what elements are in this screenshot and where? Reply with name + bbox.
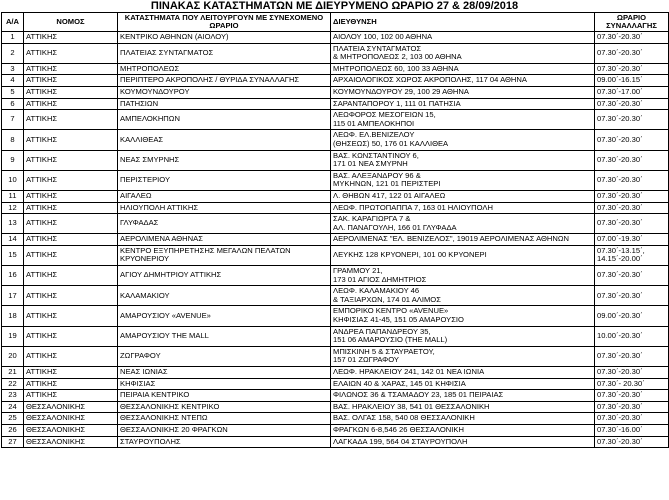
cell-aa: 1 xyxy=(2,32,24,44)
cell-aa: 21 xyxy=(2,367,24,379)
cell-aa: 12 xyxy=(2,202,24,214)
cell-aa: 16 xyxy=(2,266,24,286)
cell-nomos: ΑΤΤΙΚΗΣ xyxy=(24,190,118,202)
cell-hours: 07.30΄-20.30΄ xyxy=(595,367,669,379)
cell-hours: 07.30΄-20.30΄ xyxy=(595,130,669,150)
cell-hours: 07.30΄-20.30΄ xyxy=(595,190,669,202)
cell-address: ΓΡΑΜΜΟΥ 21, 173 01 ΑΓΙΟΣ ΔΗΜΗΤΡΙΟΣ xyxy=(331,266,595,286)
table-row xyxy=(2,401,669,413)
cell-store: ΜΗΤΡΟΠΟΛΕΩΣ xyxy=(118,63,331,75)
table-row xyxy=(2,326,669,346)
header-aa: Α/Α xyxy=(2,13,24,32)
table-row xyxy=(2,98,669,110)
cell-aa: 20 xyxy=(2,346,24,366)
table-row xyxy=(2,86,669,98)
cell-aa: 8 xyxy=(2,130,24,150)
table-row xyxy=(2,110,669,130)
cell-store: ΖΩΓΡΑΦΟΥ xyxy=(118,346,331,366)
cell-address: ΦΡΑΓΚΩΝ 6-8,546 26 ΘΕΣΣΑΛΟΝΙΚΗ xyxy=(331,424,595,436)
table-row xyxy=(2,390,669,402)
cell-address: ΦΙΛΩΝΟΣ 36 & ΤΣΑΜΑΔΟΥ 23, 185 01 ΠΕΙΡΑΙΑΣ xyxy=(331,390,595,402)
cell-aa: 11 xyxy=(2,190,24,202)
cell-address: ΑΕΡΟΛΙΜΕΝΑΣ "ΕΛ. ΒΕΝΙΖΕΛΟΣ", 19019 ΑΕΡΟΛΙΜΕΝΑΣ ΑΘΗΝΩΝ xyxy=(331,234,595,246)
cell-aa: 15 xyxy=(2,245,24,265)
cell-hours: 07.30΄-20.30΄ xyxy=(595,346,669,366)
cell-address: ΒΑΣ. ΗΡΑΚΛΕΙΟΥ 38, 541 01 ΘΕΣΣΑΛΟΝΙΚΗ xyxy=(331,401,595,413)
table-row xyxy=(2,367,669,379)
cell-address: ΠΛΑΤΕΙΑ ΣΥΝΤΑΓΜΑΤΟΣ & ΜΗΤΡΟΠΟΛΕΩΣ 2, 103 00 ΑΘΗΝΑ xyxy=(331,43,595,63)
cell-aa: 7 xyxy=(2,110,24,130)
cell-hours: 07.30΄-13.15΄, 14.15΄-20.00΄ xyxy=(595,245,669,265)
cell-nomos: ΑΤΤΙΚΗΣ xyxy=(24,306,118,326)
cell-aa: 22 xyxy=(2,378,24,390)
cell-nomos: ΘΕΣΣΑΛΟΝΙΚΗΣ xyxy=(24,401,118,413)
cell-store: ΘΕΣΣΑΛΟΝΙΚΗΣ ΚΕΝΤΡΙΚΟ xyxy=(118,401,331,413)
cell-nomos: ΑΤΤΙΚΗΣ xyxy=(24,234,118,246)
cell-address: ΕΛΑΙΩΝ 40 & ΧΑΡΑΣ, 145 01 ΚΗΦΙΣΙΑ xyxy=(331,378,595,390)
stores-table xyxy=(1,12,669,448)
cell-hours: 07.30΄-20.30΄ xyxy=(595,98,669,110)
table-body xyxy=(2,32,669,448)
table-row xyxy=(2,170,669,190)
table-row xyxy=(2,234,669,246)
cell-nomos: ΑΤΤΙΚΗΣ xyxy=(24,110,118,130)
table-row xyxy=(2,346,669,366)
cell-address: ΛΕΥΚΗΣ 128 ΚΡΥΟΝΕΡΙ, 101 00 ΚΡΥΟΝΕΡΙ xyxy=(331,245,595,265)
cell-store: ΘΕΣΣΑΛΟΝΙΚΗΣ 20 ΦΡΑΓΚΩΝ xyxy=(118,424,331,436)
cell-store: ΚΕΝΤΡΙΚΟ ΑΘΗΝΩΝ (ΑΙΟΛΟΥ) xyxy=(118,32,331,44)
cell-hours: 10.00΄-20.30΄ xyxy=(595,326,669,346)
cell-nomos: ΑΤΤΙΚΗΣ xyxy=(24,214,118,234)
cell-address: Λ. ΘΗΒΩΝ 417, 122 01 ΑΙΓΑΛΕΩ xyxy=(331,190,595,202)
cell-store: ΑΓΙΟΥ ΔΗΜΗΤΡΙΟΥ ΑΤΤΙΚΗΣ xyxy=(118,266,331,286)
cell-store: ΠΕΡΙΣΤΕΡΙΟΥ xyxy=(118,170,331,190)
cell-address: ΣΑΚ. ΚΑΡΑΓΙΩΡΓΑ 7 & ΑΛ. ΠΑΝΑΓΟΥΛΗ, 166 01 ΓΛΥΦΑΔΑ xyxy=(331,214,595,234)
table-row xyxy=(2,286,669,306)
cell-nomos: ΑΤΤΙΚΗΣ xyxy=(24,286,118,306)
cell-store: ΚΕΝΤΡΟ ΕΞΥΠΗΡΕΤΗΣΗΣ ΜΕΓΑΛΩΝ ΠΕΛΑΤΩΝ ΚΡΥΟΝΕΡΙΟΥ xyxy=(118,245,331,265)
cell-store: ΘΕΣΣΑΛΟΝΙΚΗΣ ΝΤΕΠΩ xyxy=(118,413,331,425)
cell-address: ΕΜΠΟΡΙΚΟ ΚΕΝΤΡΟ «AVENUE» ΚΗΦΙΣΙΑΣ 41-45, 151 05 ΑΜΑΡΟΥΣΙΟ xyxy=(331,306,595,326)
cell-address: ΛΑΓΚΑΔΑ 199, 564 04 ΣΤΑΥΡΟΥΠΟΛΗ xyxy=(331,436,595,448)
cell-address: ΣΑΡΑΝΤΑΠΟΡΟΥ 1, 111 01 ΠΑΤΗΣΙΑ xyxy=(331,98,595,110)
cell-aa: 25 xyxy=(2,413,24,425)
cell-store: ΠΑΤΗΣΙΩΝ xyxy=(118,98,331,110)
table-row xyxy=(2,150,669,170)
cell-nomos: ΑΤΤΙΚΗΣ xyxy=(24,130,118,150)
cell-hours: 07.30΄-20.30΄ xyxy=(595,170,669,190)
cell-store: ΓΛΥΦΑΔΑΣ xyxy=(118,214,331,234)
cell-nomos: ΑΤΤΙΚΗΣ xyxy=(24,367,118,379)
cell-aa: 5 xyxy=(2,86,24,98)
cell-nomos: ΑΤΤΙΚΗΣ xyxy=(24,98,118,110)
cell-store: ΑΕΡΟΛΙΜΕΝΑ ΑΘΗΝΑΣ xyxy=(118,234,331,246)
cell-address: ΜΠΙΣΚΙΝΗ 5 & ΣΤΑΥΡΑΕΤΟΥ, 157 01 ΖΩΓΡΑΦΟΥ xyxy=(331,346,595,366)
cell-store: ΚΗΦΙΣΙΑΣ xyxy=(118,378,331,390)
cell-hours: 07.30΄-20.30΄ xyxy=(595,413,669,425)
table-row xyxy=(2,32,669,44)
cell-store: ΑΜΑΡΟΥΣΙΟΥ THE MALL xyxy=(118,326,331,346)
cell-address: ΛΕΩΦ. ΠΡΩΤΟΠΑΠΠΑ 7, 163 01 ΗΛΙΟΥΠΟΛΗ xyxy=(331,202,595,214)
cell-aa: 17 xyxy=(2,286,24,306)
header-store: ΚΑΤΑΣΤΗΜΑΤΑ ΠΟΥ ΛΕΙΤΟΥΡΓΟΥΝ ΜΕ ΣΥΝΕΧΟΜΕΝΟ ΩΡΑΡΙΟ xyxy=(118,13,331,32)
cell-aa: 18 xyxy=(2,306,24,326)
cell-address: ΑΡΧΑΙΟΛΟΓΙΚΟΣ ΧΩΡΟΣ ΑΚΡΟΠΟΛΗΣ, 117 04 ΑΘΗΝΑ xyxy=(331,75,595,87)
cell-store: ΑΜΠΕΛΟΚΗΠΩΝ xyxy=(118,110,331,130)
cell-store: ΝΕΑΣ ΣΜΥΡΝΗΣ xyxy=(118,150,331,170)
cell-hours: 07.30΄-20.30΄ xyxy=(595,390,669,402)
cell-hours: 07.30΄-20.30΄ xyxy=(595,202,669,214)
cell-aa: 27 xyxy=(2,436,24,448)
cell-aa: 10 xyxy=(2,170,24,190)
table-header-row xyxy=(2,13,669,32)
cell-hours: 07.30΄-20.30΄ xyxy=(595,32,669,44)
cell-nomos: ΑΤΤΙΚΗΣ xyxy=(24,266,118,286)
cell-nomos: ΑΤΤΙΚΗΣ xyxy=(24,170,118,190)
cell-hours: 07.30΄-20.30΄ xyxy=(595,110,669,130)
cell-hours: 09.00΄-20.30΄ xyxy=(595,306,669,326)
cell-nomos: ΑΤΤΙΚΗΣ xyxy=(24,346,118,366)
table-row xyxy=(2,43,669,63)
cell-aa: 24 xyxy=(2,401,24,413)
cell-store: ΚΑΛΑΜΑΚΙΟΥ xyxy=(118,286,331,306)
cell-aa: 4 xyxy=(2,75,24,87)
cell-aa: 14 xyxy=(2,234,24,246)
header-address: ΔΙΕΥΘΥΝΣΗ xyxy=(331,13,595,32)
page-title: ΠΙΝΑΚΑΣ ΚΑΤΑΣΤΗΜΑΤΩΝ ΜΕ ΔΙΕΥΡΥΜΕΝΟ ΩΡΑΡΙΟ 27 & 28/09/2018 xyxy=(150,0,519,12)
cell-aa: 19 xyxy=(2,326,24,346)
table-row xyxy=(2,413,669,425)
table-row xyxy=(2,306,669,326)
table-row xyxy=(2,63,669,75)
header-nomos: ΝΟΜΟΣ xyxy=(24,13,118,32)
cell-store: ΑΙΓΑΛΕΩ xyxy=(118,190,331,202)
cell-address: ΛΕΩΦ. ΕΛ.ΒΕΝΙΖΕΛΟΥ (ΘΗΣΕΩΣ) 50, 176 01 ΚΑΛΛΙΘΕΑ xyxy=(331,130,595,150)
cell-hours: 09.00΄-16.15΄ xyxy=(595,75,669,87)
cell-nomos: ΑΤΤΙΚΗΣ xyxy=(24,63,118,75)
cell-store: ΚΑΛΛΙΘΕΑΣ xyxy=(118,130,331,150)
table-row xyxy=(2,378,669,390)
table-row xyxy=(2,436,669,448)
cell-nomos: ΑΤΤΙΚΗΣ xyxy=(24,245,118,265)
cell-address: ΒΑΣ. ΚΩΝΣΤΑΝΤΙΝΟΥ 6, 171 01 ΝΕΑ ΣΜΥΡΝΗ xyxy=(331,150,595,170)
cell-aa: 2 xyxy=(2,43,24,63)
header-hours: ΩΡΑΡΙΟ ΣΥΝΑΛΛΑΓΗΣ xyxy=(595,13,669,32)
cell-address: ΚΟΥΜΟΥΝΔΟΥΡΟΥ 29, 100 29 ΑΘΗΝΑ xyxy=(331,86,595,98)
cell-aa: 23 xyxy=(2,390,24,402)
cell-hours: 07.00΄-19.30΄ xyxy=(595,234,669,246)
cell-hours: 07.30΄-20.30΄ xyxy=(595,401,669,413)
cell-address: ΛΕΩΦ. ΗΡΑΚΛΕΙΟΥ 241, 142 01 ΝΕΑ ΙΩΝΙΑ xyxy=(331,367,595,379)
table-row xyxy=(2,75,669,87)
cell-store: ΠΕΙΡΑΙΑ ΚΕΝΤΡΙΚΟ xyxy=(118,390,331,402)
table-row xyxy=(2,202,669,214)
cell-address: ΑΙΟΛΟΥ 100, 102 00 ΑΘΗΝΑ xyxy=(331,32,595,44)
cell-nomos: ΑΤΤΙΚΗΣ xyxy=(24,32,118,44)
cell-nomos: ΑΤΤΙΚΗΣ xyxy=(24,202,118,214)
cell-nomos: ΑΤΤΙΚΗΣ xyxy=(24,390,118,402)
cell-address: ΜΗΤΡΟΠΟΛΕΩΣ 60, 100 33 ΑΘΗΝΑ xyxy=(331,63,595,75)
cell-address: ΛΕΩΦ. ΚΑΛΑΜΑΚΙΟΥ 46 & ΤΑΞΙΑΡΧΩΝ, 174 01 ΑΛΙΜΟΣ xyxy=(331,286,595,306)
cell-aa: 26 xyxy=(2,424,24,436)
cell-nomos: ΑΤΤΙΚΗΣ xyxy=(24,326,118,346)
cell-nomos: ΘΕΣΣΑΛΟΝΙΚΗΣ xyxy=(24,436,118,448)
cell-store: ΠΛΑΤΕΙΑΣ ΣΥΝΤΑΓΜΑΤΟΣ xyxy=(118,43,331,63)
cell-address: ΑΝΔΡΕΑ ΠΑΠΑΝΔΡΕΟΥ 35, 151 06 ΑΜΑΡΟΥΣΙΟ (THE MALL) xyxy=(331,326,595,346)
cell-store: ΚΟΥΜΟΥΝΔΟΥΡΟΥ xyxy=(118,86,331,98)
cell-store: ΝΕΑΣ ΙΩΝΙΑΣ xyxy=(118,367,331,379)
cell-aa: 9 xyxy=(2,150,24,170)
cell-aa: 13 xyxy=(2,214,24,234)
cell-hours: 07.30΄-20.30΄ xyxy=(595,436,669,448)
cell-store: ΑΜΑΡΟΥΣΙΟΥ «AVENUE» xyxy=(118,306,331,326)
cell-nomos: ΘΕΣΣΑΛΟΝΙΚΗΣ xyxy=(24,413,118,425)
table-row xyxy=(2,214,669,234)
cell-hours: 07.30΄-20.30΄ xyxy=(595,266,669,286)
cell-hours: 07.30΄-20.30΄ xyxy=(595,214,669,234)
cell-nomos: ΑΤΤΙΚΗΣ xyxy=(24,75,118,87)
cell-nomos: ΑΤΤΙΚΗΣ xyxy=(24,86,118,98)
cell-hours: 07.30΄-20.30΄ xyxy=(595,63,669,75)
cell-address: ΒΑΣ. ΑΛΕΞΑΝΔΡΟΥ 96 & ΜΥΚΗΝΩΝ, 121 01 ΠΕΡΙΣΤΕΡΙ xyxy=(331,170,595,190)
cell-hours: 07.30΄-16.00΄ xyxy=(595,424,669,436)
table-row xyxy=(2,245,669,265)
cell-hours: 07.30΄-20.30΄ xyxy=(595,286,669,306)
table-row xyxy=(2,424,669,436)
table-row xyxy=(2,130,669,150)
cell-store: ΗΛΙΟΥΠΟΛΗ ΑΤΤΙΚΗΣ xyxy=(118,202,331,214)
cell-hours: 07.30΄-20.30΄ xyxy=(595,43,669,63)
cell-address: ΒΑΣ. ΟΛΓΑΣ 158, 540 08 ΘΕΣΣΑΛΟΝΙΚΗ xyxy=(331,413,595,425)
cell-store: ΣΤΑΥΡΟΥΠΟΛΗΣ xyxy=(118,436,331,448)
cell-nomos: ΑΤΤΙΚΗΣ xyxy=(24,150,118,170)
cell-hours: 07.30΄-17.00΄ xyxy=(595,86,669,98)
cell-nomos: ΘΕΣΣΑΛΟΝΙΚΗΣ xyxy=(24,424,118,436)
cell-nomos: ΑΤΤΙΚΗΣ xyxy=(24,378,118,390)
table-row xyxy=(2,266,669,286)
cell-nomos: ΑΤΤΙΚΗΣ xyxy=(24,43,118,63)
cell-hours: 07.30΄- 20.30΄ xyxy=(595,378,669,390)
cell-aa: 3 xyxy=(2,63,24,75)
cell-aa: 6 xyxy=(2,98,24,110)
table-row xyxy=(2,190,669,202)
cell-store: ΠΕΡΙΠΤΕΡΟ ΑΚΡΟΠΟΛΗΣ / ΘΥΡΙΔΑ ΣΥΝΑΛΛΑΓΗΣ xyxy=(118,75,331,87)
cell-address: ΛΕΩΦΟΡΟΣ ΜΕΣΟΓΕΙΩΝ 15, 115 01 ΑΜΠΕΛΟΚΗΠΟΙ xyxy=(331,110,595,130)
cell-hours: 07.30΄-20.30΄ xyxy=(595,150,669,170)
